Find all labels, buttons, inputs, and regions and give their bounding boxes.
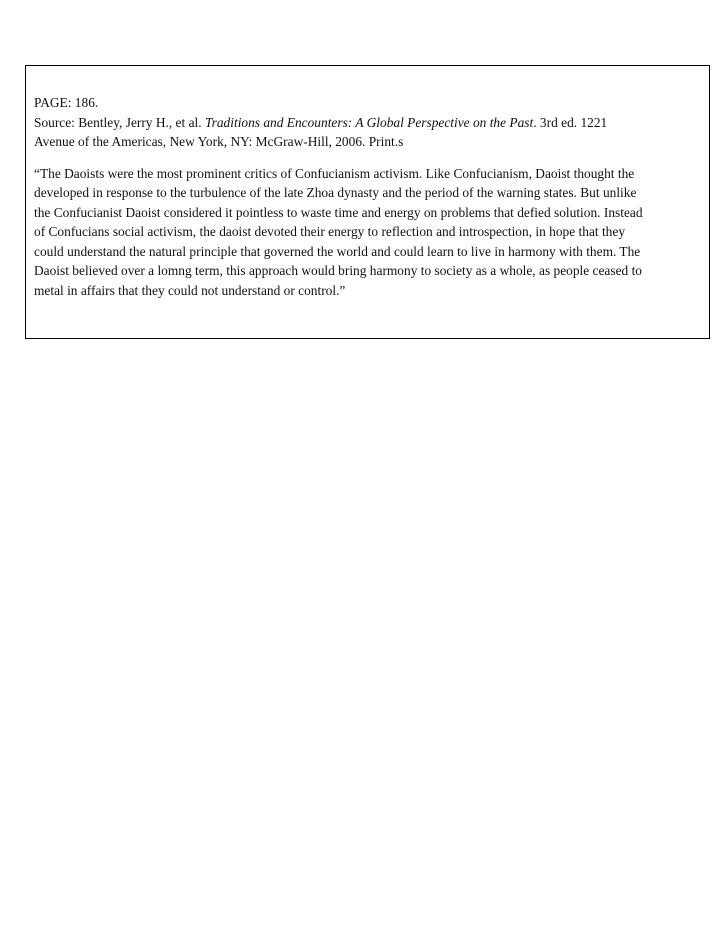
quote-line: “The Daoists were the most prominent critics of Confucianism activism. Like Confucianism, Daoist thought the — [34, 165, 635, 181]
quote-line: of Confucians social activism, the daoist devoted their energy to reflection and introspection, in hope that they — [34, 224, 626, 239]
source-suffix: . 3rd ed. 1221 — [533, 114, 608, 130]
paragraph-gap — [34, 152, 709, 164]
quote-line: developed in response to the turbulence of the late Zhoa dynasty and the period of the warning states. But unlike — [34, 185, 637, 200]
source-prefix: Source: Bentley, Jerry H., et al. — [34, 114, 205, 130]
book-title: Traditions and Encounters: A Global Perspective on the Past — [204, 114, 534, 130]
citation-note-box — [25, 65, 710, 339]
source-line — [34, 113, 709, 133]
quote-line: the Confucianist Daoist considered it pointless to waste time and energy on problems that defied solution. Instead — [34, 204, 643, 220]
quote-line: Daoist believed over a lomng term, this approach would bring harmony to society as a whole, as people ceased to — [34, 263, 642, 278]
quote-line: could understand the natural principle that governed the world and could learn to live in harmony with them. The — [34, 243, 641, 259]
page-label: PAGE: 186. — [34, 95, 99, 110]
source-line-2: Avenue of the Americas, New York, NY: McGraw-Hill, 2006. Print.s — [34, 134, 404, 149]
quote-line: metal in affairs that they could not understand or control.” — [34, 282, 346, 298]
